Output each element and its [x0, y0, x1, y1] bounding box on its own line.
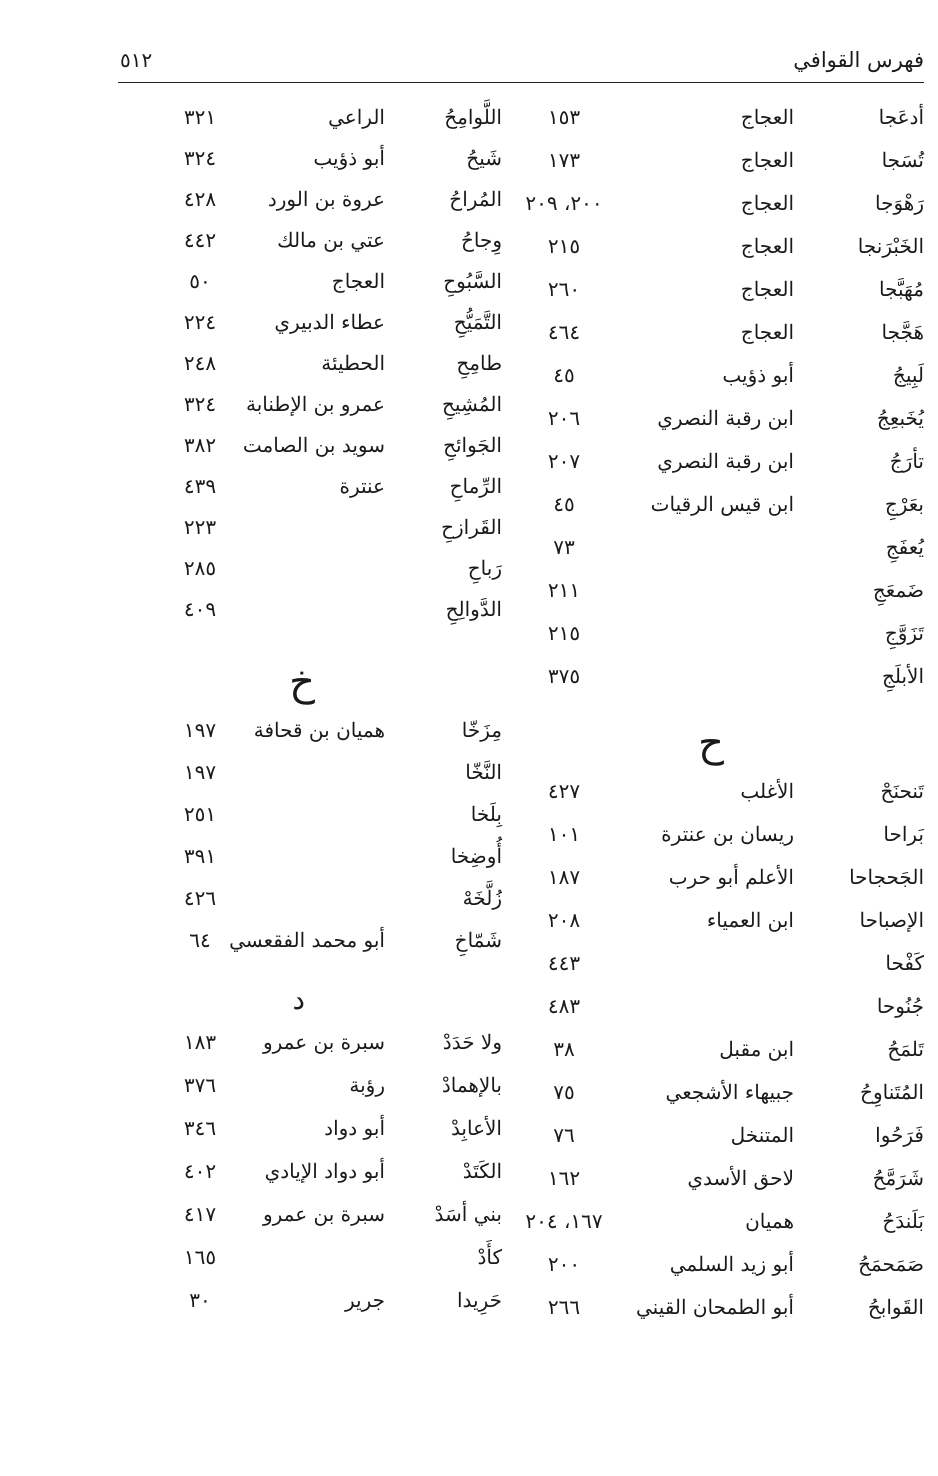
entry-rhyme: شَيحُ — [466, 146, 502, 170]
entry-page: ٢٢٣ — [183, 515, 217, 539]
entry-poet: عنترة — [339, 474, 385, 498]
entry-rhyme: الإصباحا — [859, 908, 924, 932]
index-entry — [150, 751, 510, 793]
index-entry — [504, 440, 924, 482]
entry-page: ٢٦٦ — [547, 1295, 581, 1319]
entry-rhyme: تَنحنَحْ — [880, 779, 924, 803]
index-entry — [150, 588, 510, 630]
entry-page: ٤٠٢ — [183, 1159, 217, 1183]
section-letter-ha: ح — [698, 720, 724, 766]
entry-rhyme: ضَمعَجِ — [872, 578, 924, 602]
entry-page: ٤٠٩ — [183, 597, 217, 621]
entry-poet: العجاج — [740, 320, 794, 344]
entry-poet: أبو دواد الإيادي — [264, 1159, 385, 1183]
entry-rhyme: مِزَخّا — [461, 718, 502, 742]
entry-poet: المتنخل — [730, 1123, 794, 1147]
entry-page: ٢٢٤ — [183, 310, 217, 334]
entry-page: ٦٤ — [189, 928, 211, 952]
index-entry — [504, 612, 924, 654]
index-entry — [150, 835, 510, 877]
entry-rhyme: الكَتَدْ — [462, 1159, 502, 1183]
entry-rhyme: تَزَوَّجِ — [884, 621, 924, 645]
index-entry — [150, 1107, 510, 1149]
entry-page: ٤٦٤ — [547, 320, 581, 344]
index-entry — [150, 506, 510, 548]
index-entry — [150, 709, 510, 751]
index-entry — [504, 354, 924, 396]
entry-page: ٣٤٦ — [183, 1116, 217, 1140]
entry-rhyme: تَلمَحُ — [887, 1037, 924, 1061]
entry-poet: سويد بن الصامت — [242, 433, 385, 457]
entry-poet: أبو الطمحان القيني — [636, 1295, 794, 1319]
entry-page: ٤٢٨ — [183, 187, 217, 211]
entry-poet: الحطيئة — [321, 351, 385, 375]
index-entry — [504, 182, 924, 224]
index-entry — [504, 397, 924, 439]
entry-page: ١٩٧ — [183, 760, 217, 784]
index-entry — [150, 178, 510, 220]
entry-page: ٣٢٤ — [183, 392, 217, 416]
entry-rhyme: الجَوائحِ — [443, 433, 502, 457]
index-entry — [504, 1243, 924, 1285]
entry-page: ٢٥١ — [183, 802, 217, 826]
index-entry — [504, 1286, 924, 1328]
entry-rhyme: بِلَخا — [470, 802, 502, 826]
entry-rhyme: اللَّوامِحُ — [444, 105, 502, 129]
index-entry — [504, 1200, 924, 1242]
entry-poet: هميان — [745, 1209, 794, 1233]
entry-rhyme: رَباحِ — [467, 556, 502, 580]
entry-rhyme: أُوضِخا — [450, 844, 502, 868]
entry-rhyme: طامِحِ — [456, 351, 502, 375]
entry-rhyme: المُتَناوِحُ — [860, 1080, 924, 1104]
entry-page: ٣٧٦ — [183, 1073, 217, 1097]
entry-page: ١٦٢ — [547, 1166, 581, 1190]
entry-poet: سبرة بن عمرو — [262, 1202, 385, 1226]
entry-page: ١٨٧ — [547, 865, 581, 889]
entry-poet: رؤبة — [349, 1073, 385, 1097]
entry-page: ٤٥ — [553, 492, 575, 516]
entry-poet: لاحق الأسدي — [687, 1166, 794, 1190]
entry-page: ٥٠ — [189, 269, 211, 293]
index-entry — [150, 1193, 510, 1235]
index-entry — [150, 919, 510, 961]
entry-rhyme: شَرَمَّحُ — [872, 1166, 924, 1190]
entry-page: ٣٨٢ — [183, 433, 217, 457]
index-entry — [150, 1064, 510, 1106]
entry-page: ٢٠٠ — [547, 1252, 581, 1276]
index-entry — [504, 1114, 924, 1156]
index-entry — [150, 301, 510, 343]
entry-poet: العجاج — [740, 277, 794, 301]
index-entry — [504, 856, 924, 898]
entry-page: ١٩٧ — [183, 718, 217, 742]
index-entry — [150, 1279, 510, 1321]
entry-poet: أبو ذؤيب — [313, 146, 385, 170]
entry-poet: الراعي — [328, 105, 385, 129]
index-entry — [150, 342, 510, 384]
entry-poet: العجاج — [740, 105, 794, 129]
index-entry — [150, 219, 510, 261]
entry-page: ٢٨٥ — [183, 556, 217, 580]
entry-poet: العجاج — [740, 234, 794, 258]
entry-page: ١٦٧، ٢٠٤ — [525, 1209, 603, 1233]
entry-rhyme: تأرَجُ — [889, 449, 924, 473]
entry-page: ٤٣٩ — [183, 474, 217, 498]
entry-rhyme: القَوابحُ — [867, 1295, 924, 1319]
entry-poet: سبرة بن عمرو — [262, 1030, 385, 1054]
index-entry — [504, 899, 924, 941]
entry-rhyme: التَّمَيُّحِ — [453, 310, 502, 334]
index-entry — [150, 96, 510, 138]
entry-poet: ابن مقبل — [719, 1037, 794, 1061]
entry-page: ١٥٣ — [547, 105, 581, 129]
index-entry — [504, 526, 924, 568]
entry-poet: الأغلب — [740, 779, 794, 803]
entry-rhyme: الرِّماحِ — [449, 474, 502, 498]
entry-poet: أبو محمد الفقعسي — [229, 928, 385, 952]
entry-rhyme: الجَحجاحا — [849, 865, 924, 889]
entry-page: ٢٠٨ — [547, 908, 581, 932]
index-entry — [504, 1028, 924, 1070]
entry-rhyme: مُهَبَّجا — [879, 277, 924, 301]
entry-rhyme: جُنُوحا — [876, 994, 924, 1018]
entry-poet: العجاج — [331, 269, 385, 293]
index-entry — [150, 547, 510, 589]
index-entry — [504, 770, 924, 812]
entry-poet: ابن رقبة النصري — [657, 449, 794, 473]
entry-rhyme: لَبِيجُ — [892, 363, 924, 387]
entry-page: ٣٩١ — [183, 844, 217, 868]
entry-page: ٢٤٨ — [183, 351, 217, 375]
entry-page: ٢١١ — [547, 578, 581, 602]
entry-page: ٤٤٢ — [183, 228, 217, 252]
index-entry — [150, 260, 510, 302]
entry-poet: أبو دواد — [324, 1116, 385, 1140]
entry-rhyme: المُراحُ — [449, 187, 502, 211]
entry-rhyme: كَفْحا — [885, 951, 924, 975]
page-title: فهرس القوافي — [793, 48, 924, 72]
entry-rhyme: تُسَجا — [881, 148, 924, 172]
entry-page: ٣٢١ — [183, 105, 217, 129]
entry-rhyme: ولا حَدَدْ — [442, 1030, 502, 1054]
entry-page: ١٨٣ — [183, 1030, 217, 1054]
entry-rhyme: القَرازحِ — [441, 515, 502, 539]
entry-page: ٤١٧ — [183, 1202, 217, 1226]
index-entry — [150, 1150, 510, 1192]
entry-rhyme: السَّبُوحِ — [443, 269, 502, 293]
index-entry — [150, 137, 510, 179]
index-entry — [504, 813, 924, 855]
index-entry — [150, 1021, 510, 1063]
entry-page: ٢٠٠، ٢٠٩ — [525, 191, 603, 215]
entry-page: ٢٦٠ — [547, 277, 581, 301]
entry-page: ٢١٥ — [547, 621, 581, 645]
index-entry — [504, 483, 924, 525]
entry-poet: عتي بن مالك — [277, 228, 385, 252]
index-entry — [150, 1236, 510, 1278]
entry-page: ٣٠ — [189, 1288, 211, 1312]
entry-page: ٢١٥ — [547, 234, 581, 258]
index-entry — [150, 383, 510, 425]
index-entry — [504, 1071, 924, 1113]
index-entry — [504, 311, 924, 353]
entry-rhyme: رَهْوَجا — [875, 191, 924, 215]
index-entry — [504, 139, 924, 181]
entry-rhyme: الأعابِدْ — [450, 1116, 502, 1140]
entry-poet: الأعلم أبو حرب — [668, 865, 794, 889]
entry-page: ٤٨٣ — [547, 994, 581, 1018]
entry-poet: عروة بن الورد — [267, 187, 385, 211]
entry-poet: عمرو بن الإطنابة — [246, 392, 385, 416]
section-letter-dal: د — [292, 983, 305, 1016]
entry-rhyme: زُلَّخَهْ — [462, 886, 502, 910]
index-entry — [504, 96, 924, 138]
entry-page: ٤٤٣ — [547, 951, 581, 975]
entry-page: ١٧٣ — [547, 148, 581, 172]
entry-rhyme: كأَدْ — [477, 1245, 502, 1269]
entry-rhyme: شَمّاخِ — [454, 928, 502, 952]
entry-poet: أبو زيد السلمي — [669, 1252, 794, 1276]
entry-poet: العجاج — [740, 148, 794, 172]
index-entry — [150, 424, 510, 466]
entry-rhyme: بالإهمادْ — [441, 1073, 502, 1097]
entry-rhyme: الدَّوالِحِ — [445, 597, 502, 621]
index-entry — [504, 268, 924, 310]
entry-rhyme: النَّخّا — [465, 760, 502, 784]
entry-page: ١٦٥ — [183, 1245, 217, 1269]
entry-poet: جبيهاء الأشجعي — [665, 1080, 794, 1104]
section-letter-kha: خ — [289, 659, 315, 705]
entry-page: ٧٦ — [553, 1123, 575, 1147]
entry-rhyme: وِجاحُ — [460, 228, 502, 252]
index-entry — [504, 655, 924, 697]
entry-poet: ابن العمياء — [706, 908, 794, 932]
entry-page: ٢٠٦ — [547, 406, 581, 430]
entry-rhyme: يُعفَجِ — [885, 535, 924, 559]
entry-page: ٤٢٦ — [183, 886, 217, 910]
entry-poet: هميان بن قحافة — [253, 718, 385, 742]
index-entry — [504, 985, 924, 1027]
entry-rhyme: الخَبْرَنجا — [857, 234, 924, 258]
entry-rhyme: بني أسَدْ — [434, 1202, 502, 1226]
entry-rhyme: فَرَحُوا — [875, 1123, 924, 1147]
entry-rhyme: بعَرْجِ — [884, 492, 924, 516]
entry-rhyme: هَجَّجا — [881, 320, 924, 344]
index-entry — [150, 877, 510, 919]
entry-poet: عطاء الدبيري — [274, 310, 385, 334]
entry-rhyme: المُشِيحِ — [442, 392, 502, 416]
entry-poet: ابن رقبة النصري — [657, 406, 794, 430]
entry-poet: العجاج — [740, 191, 794, 215]
index-entry — [150, 465, 510, 507]
entry-page: ٧٥ — [553, 1080, 575, 1104]
entry-rhyme: يُخَبعِجُ — [876, 406, 924, 430]
entry-poet: أبو ذؤيب — [722, 363, 794, 387]
index-entry — [504, 1157, 924, 1199]
entry-rhyme: الأبلَجِ — [881, 664, 924, 688]
entry-rhyme: بَلَندَحُ — [882, 1209, 924, 1233]
entry-page: ٣٢٤ — [183, 146, 217, 170]
index-entry — [504, 569, 924, 611]
entry-page: ٢٠٧ — [547, 449, 581, 473]
entry-rhyme: حَرِيدا — [456, 1288, 502, 1312]
entry-poet: ابن قيس الرقيات — [650, 492, 794, 516]
entry-page: ٤٥ — [553, 363, 575, 387]
page-number: ٥١٢ — [120, 48, 153, 72]
entry-page: ٣٧٥ — [547, 664, 581, 688]
entry-rhyme: بَراحا — [883, 822, 924, 846]
entry-rhyme: أدعَجا — [878, 105, 924, 129]
entry-page: ٣٨ — [553, 1037, 575, 1061]
index-entry — [504, 942, 924, 984]
entry-poet: جرير — [345, 1288, 385, 1312]
page-header — [118, 42, 924, 83]
entry-rhyme: صَمَحمَحُ — [858, 1252, 924, 1276]
index-entry — [150, 793, 510, 835]
entry-page: ٧٣ — [553, 535, 575, 559]
entry-page: ١٠١ — [547, 822, 581, 846]
index-entry — [504, 225, 924, 267]
entry-poet: ريسان بن عنترة — [661, 822, 794, 846]
entry-page: ٤٢٧ — [547, 779, 581, 803]
